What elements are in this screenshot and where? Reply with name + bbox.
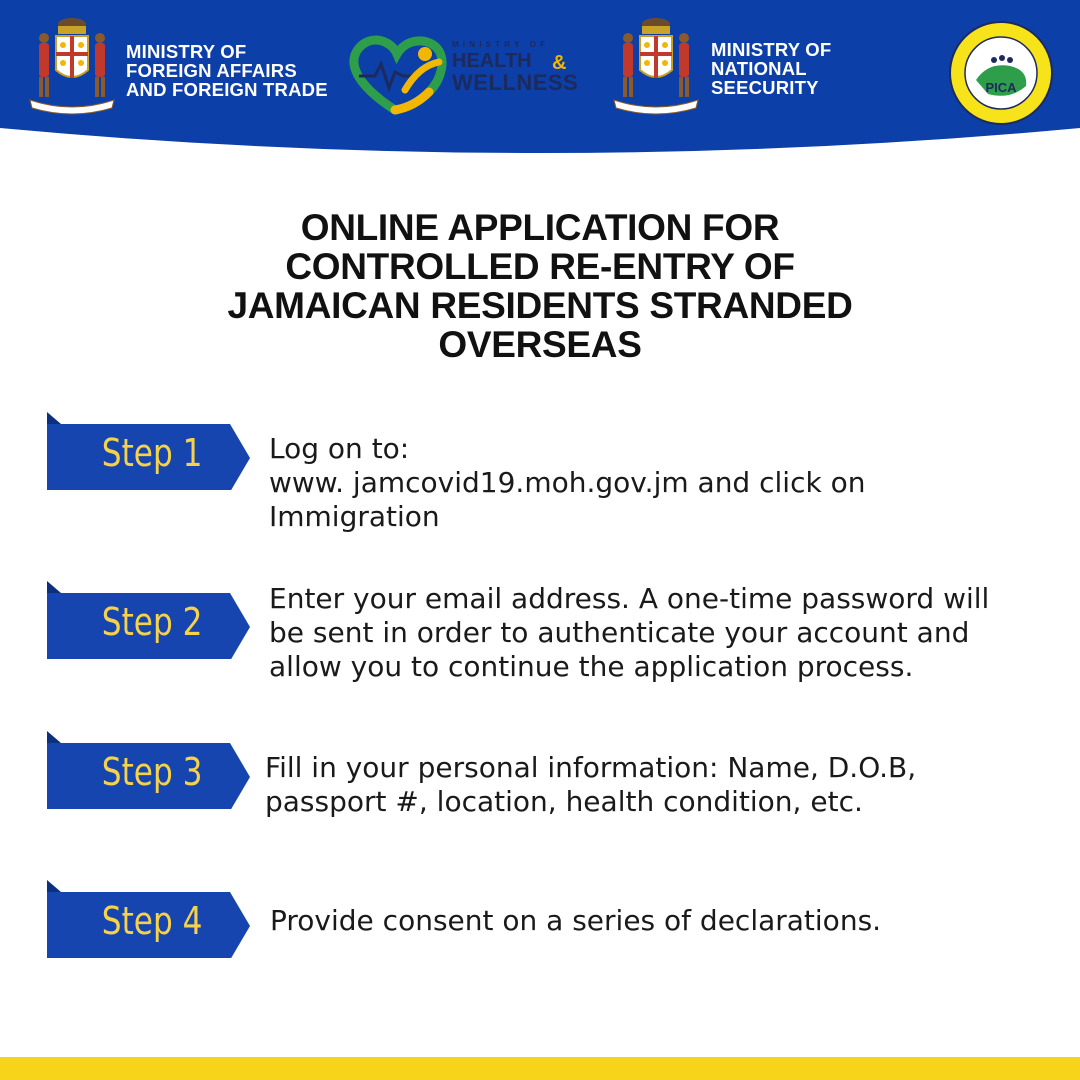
title-line-2: CONTROLLED RE-ENTRY OF	[285, 246, 795, 287]
ministry-1-line-2: FOREIGN AFFAIRS	[126, 60, 297, 81]
ministry-3-line-1: MINISTRY OF	[711, 39, 832, 60]
step-2-label: Step 2	[101, 600, 203, 644]
ministry-1-line-1: MINISTRY OF	[126, 41, 247, 62]
ministry-national-security-name	[711, 40, 831, 97]
step-1-tab	[47, 412, 250, 490]
ministry-health-wellness-logo	[345, 32, 585, 116]
step-4-label: Step 4	[101, 899, 203, 943]
title-line-3: JAMAICAN RESIDENTS STRANDED	[227, 285, 853, 326]
step-3-tab	[47, 731, 250, 809]
step-2-line-2: be sent in order to authenticate your account and	[269, 616, 970, 649]
coat-of-arms-logo-2	[606, 10, 706, 122]
ministry-1-line-3: AND FOREIGN TRADE	[126, 79, 328, 100]
step-3-line-1: Fill in your personal information: Name, D.O.B,	[265, 751, 917, 784]
heart-icon	[345, 32, 455, 116]
bottom-accent-bar	[0, 1057, 1080, 1080]
step-4-tab	[47, 880, 250, 958]
step-2-tab	[47, 581, 250, 659]
coat-of-arms-logo	[22, 10, 122, 122]
step-4-line-1: Provide consent on a series of declarations.	[270, 904, 882, 937]
hw-wellness-label: WELLNESS	[452, 70, 579, 95]
step-1-description	[269, 432, 865, 534]
step-3-line-2: passport #, location, health condition, etc.	[265, 785, 863, 818]
title-line-4: OVERSEAS	[438, 324, 642, 365]
pica-seal-logo	[948, 20, 1054, 126]
hw-ministry-of-label: MINISTRY OF	[452, 40, 550, 49]
step-2-line-3: allow you to continue the application process.	[269, 650, 914, 683]
step-3-description	[265, 751, 916, 819]
step-1-line-3: Immigration	[269, 500, 440, 533]
title-line-1: ONLINE APPLICATION FOR	[300, 207, 780, 248]
ministry-foreign-affairs-name	[126, 42, 328, 99]
step-1-line-2: www. jamcovid19.moh.gov.jm and click on	[269, 466, 866, 499]
ministry-3-line-2: NATIONAL	[711, 58, 807, 79]
step-1-line-1: Log on to:	[269, 432, 410, 465]
step-2-description	[269, 582, 989, 684]
hw-amp-label: &	[552, 52, 567, 74]
step-4-description	[270, 904, 881, 938]
pica-abbr-text: PICA	[985, 80, 1017, 95]
step-1-label: Step 1	[101, 431, 203, 475]
ministry-3-line-3: SEECURITY	[711, 77, 819, 98]
header-banner	[0, 0, 1080, 160]
hw-health-label: HEALTH	[452, 50, 532, 72]
step-2-line-1: Enter your email address. A one-time password will	[269, 582, 990, 615]
page-title	[160, 208, 920, 364]
step-3-label: Step 3	[101, 750, 203, 794]
